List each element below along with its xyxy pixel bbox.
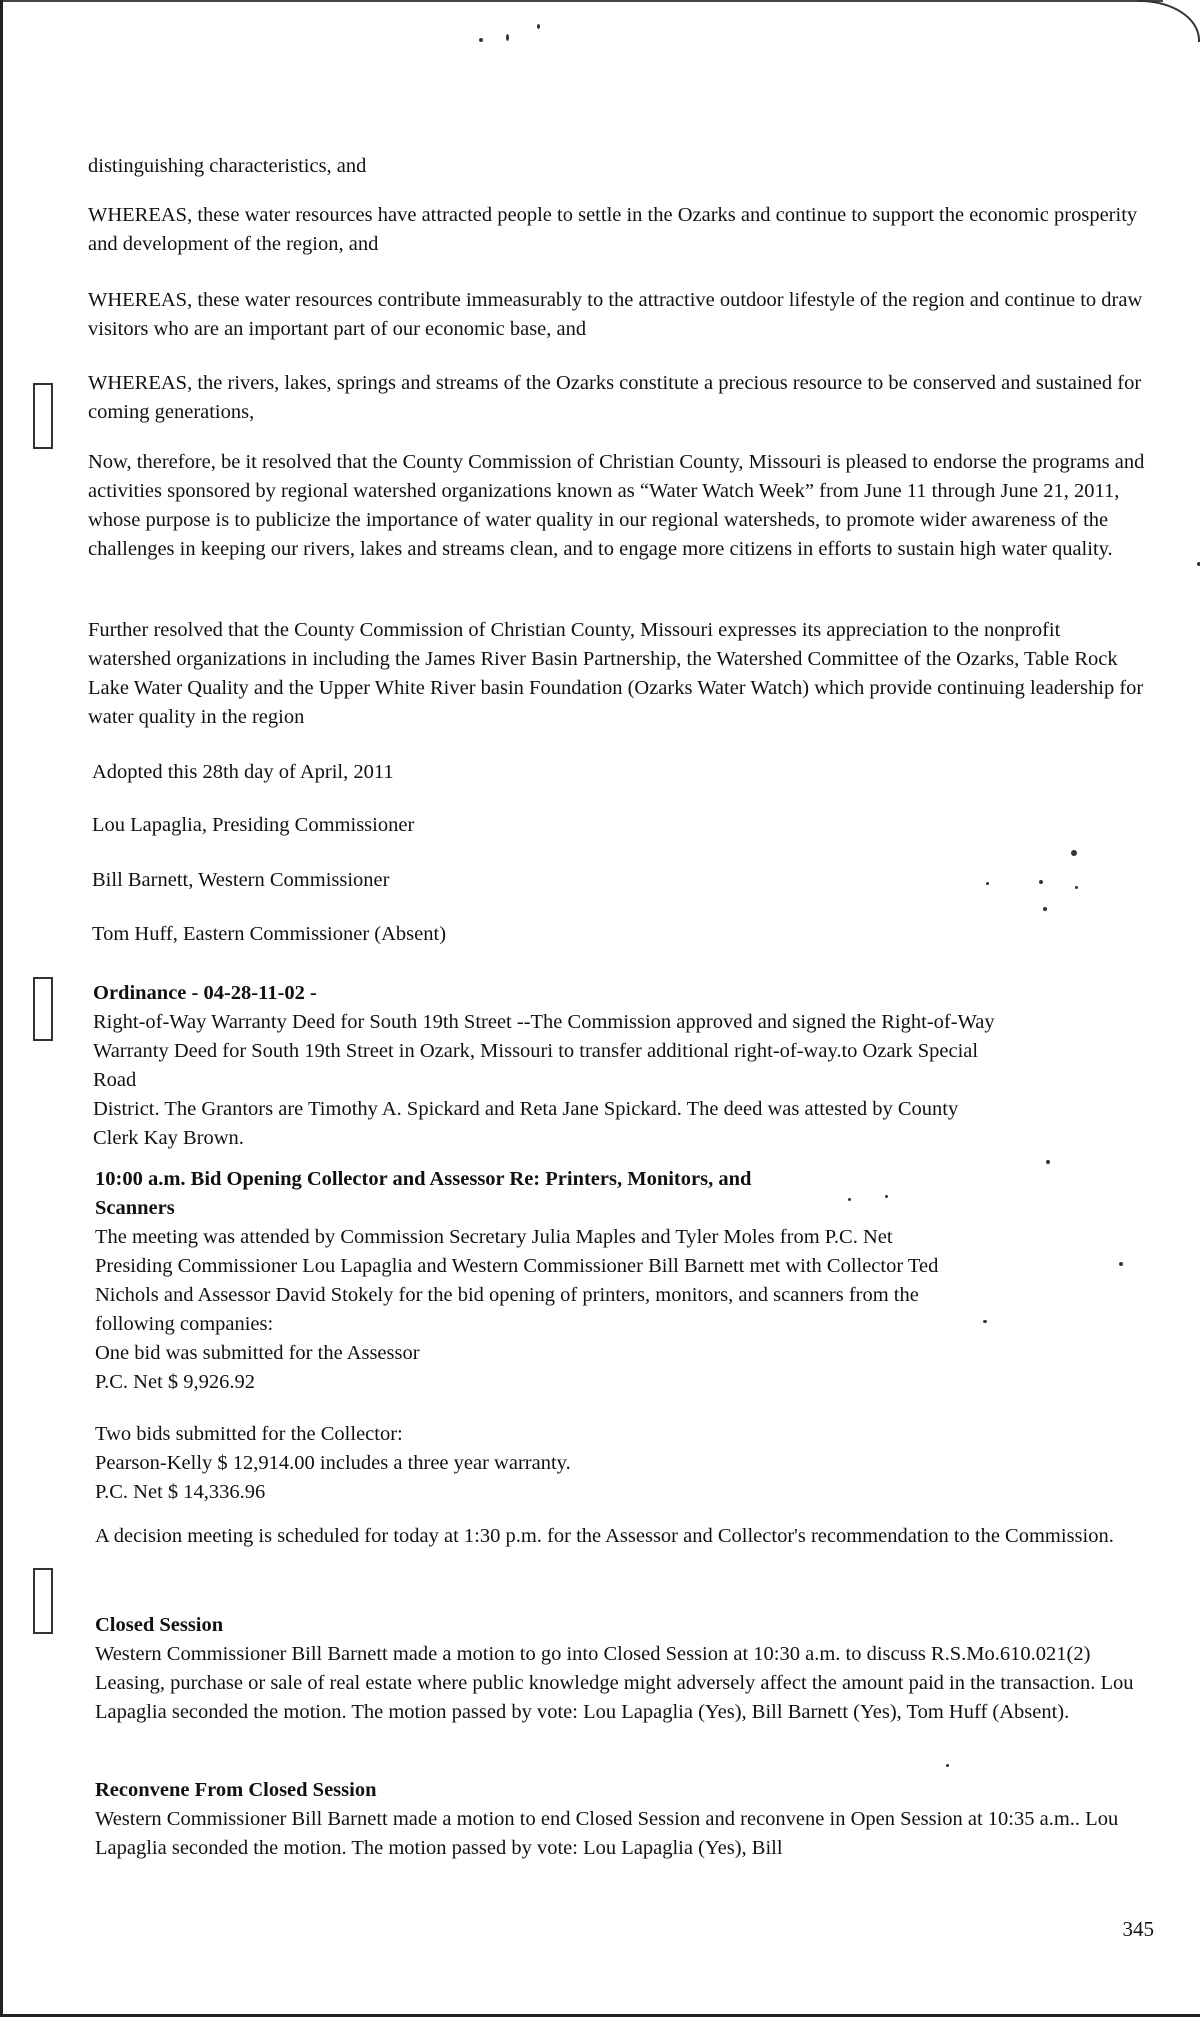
scan-speck [537, 24, 540, 29]
scan-speck [1046, 1160, 1050, 1164]
whereas-clause: WHEREAS, these water resources have attracted people to settle in the Ozarks and continue to support the economic prosperity and development of the region, and [88, 204, 1138, 255]
signatory: Tom Huff, Eastern Commissioner (Absent) [92, 923, 447, 945]
bid-opening-line: Presiding Commissioner Lou Lapaglia and Western Commissioner Bill Barnett met with Collector Ted [95, 1255, 939, 1277]
adopted-date: Adopted this 28th day of April, 2011 [92, 761, 394, 783]
page-number: 345 [1122, 1917, 1154, 1941]
reconvene-heading: Reconvene From Closed Session [95, 1779, 377, 1801]
ordinance-line: Clerk Kay Brown. [93, 1127, 244, 1149]
collector-bid-line: Two bids submitted for the Collector: [95, 1423, 403, 1445]
ordinance-line: Warranty Deed for South 19th Street in Ozark, Missouri to transfer additional right-of-way.to Ozark Special [93, 1040, 979, 1062]
closed-session-text: Western Commissioner Bill Barnett made a motion to go into Closed Session at 10:30 a.m. to discuss R.S.Mo.610.021(2) Leasing, purchase or sale of real estate where public knowledge might adversely affect the amount paid in the transaction. Lou Lapaglia seconded the motion. The motion passed by vote: Lou Lapaglia (Yes), Bill Barnett (Yes), Tom Huff (Absent). [95, 1643, 1134, 1723]
signatory: Bill Barnett, Western Commissioner [92, 869, 390, 891]
intro-line: distinguishing characteristics, and [88, 155, 367, 177]
ordinance-heading: Ordinance - 04-28-11-02 - [93, 982, 317, 1004]
bid-opening-heading: Scanners [95, 1197, 175, 1219]
further-resolved-paragraph: Further resolved that the County Commission of Christian County, Missouri expresses its appreciation to the nonprofit watershed organizations in including the James River Basin Partnership, the Watershed Committee of the Ozarks, Table Rock Lake Water Quality and the Upper White River basin Foundation (Ozarks Water Watch) which provide continuing leadership for water quality in the region [88, 619, 1144, 728]
bid-opening-section [95, 1165, 1175, 1397]
reconvene-text: Western Commissioner Bill Barnett made a motion to end Closed Session and reconvene in Open Session at 10:35 a.m.. Lou Lapaglia seconded the motion. The motion passed by vote: Lou Lapaglia (Yes), Bill [95, 1808, 1119, 1859]
collector-bid-line: Pearson-Kelly $ 12,914.00 includes a three year warranty. [95, 1452, 571, 1474]
signatory: Lou Lapaglia, Presiding Commissioner [92, 814, 415, 836]
scan-speck [506, 34, 509, 41]
scan-speck [479, 38, 483, 42]
resolution-paragraph: Now, therefore, be it resolved that the County Commission of Christian County, Missouri is pleased to endorse the programs and activities sponsored by regional watershed organizations known as “Water Watch Week” from June 11 through June 21, 2011, whose purpose is to publicize the importance of water quality in our regional watersheds, to promote wider awareness of the challenges in keeping our rivers, lakes and streams clean, and to engage more citizens in efforts to sustain high water quality. [88, 451, 1145, 560]
bid-opening-line: One bid was submitted for the Assessor [95, 1342, 420, 1364]
closed-session-section [95, 1611, 1155, 1727]
bid-opening-line: Nichols and Assessor David Stokely for the bid opening of printers, monitors, and scanners from the [95, 1284, 919, 1306]
margin-bracket [33, 383, 53, 449]
whereas-clause: WHEREAS, the rivers, lakes, springs and streams of the Ozarks constitute a precious resource to be conserved and sustained for coming generations, [88, 372, 1142, 423]
reconvene-section [95, 1776, 1155, 1863]
bid-opening-line: P.C. Net $ 9,926.92 [95, 1371, 256, 1393]
scan-speck [1043, 907, 1047, 911]
scan-speck [1071, 850, 1077, 856]
page-top-edge [3, 0, 1163, 2]
page-corner-curl [1138, 0, 1200, 42]
decision-meeting: A decision meeting is scheduled for today at 1:30 p.m. for the Assessor and Collector's recommendation to the Commission. [95, 1525, 1114, 1547]
ordinance-section [93, 979, 1173, 1153]
margin-bracket [33, 1568, 53, 1634]
scan-speck [946, 1764, 949, 1767]
ordinance-line: Road [93, 1069, 137, 1091]
ordinance-line: District. The Grantors are Timothy A. Spickard and Reta Jane Spickard. The deed was attested by County [93, 1098, 959, 1120]
margin-bracket [33, 977, 53, 1041]
bid-opening-line: following companies: [95, 1313, 274, 1335]
bid-opening-line: The meeting was attended by Commission Secretary Julia Maples and Tyler Moles from P.C. Net [95, 1226, 893, 1248]
ordinance-line: Right-of-Way Warranty Deed for South 19th Street --The Commission approved and signed the Right-of-Way [93, 1011, 995, 1033]
whereas-clause: WHEREAS, these water resources contribute immeasurably to the attractive outdoor lifestyle of the region and continue to draw visitors who are an important part of our economic base, and [88, 289, 1143, 340]
collector-bid-line: P.C. Net $ 14,336.96 [95, 1481, 266, 1503]
collector-bids [95, 1420, 1175, 1507]
bid-opening-heading: 10:00 a.m. Bid Opening Collector and Assessor Re: Printers, Monitors, and [95, 1168, 752, 1190]
closed-session-heading: Closed Session [95, 1614, 224, 1636]
